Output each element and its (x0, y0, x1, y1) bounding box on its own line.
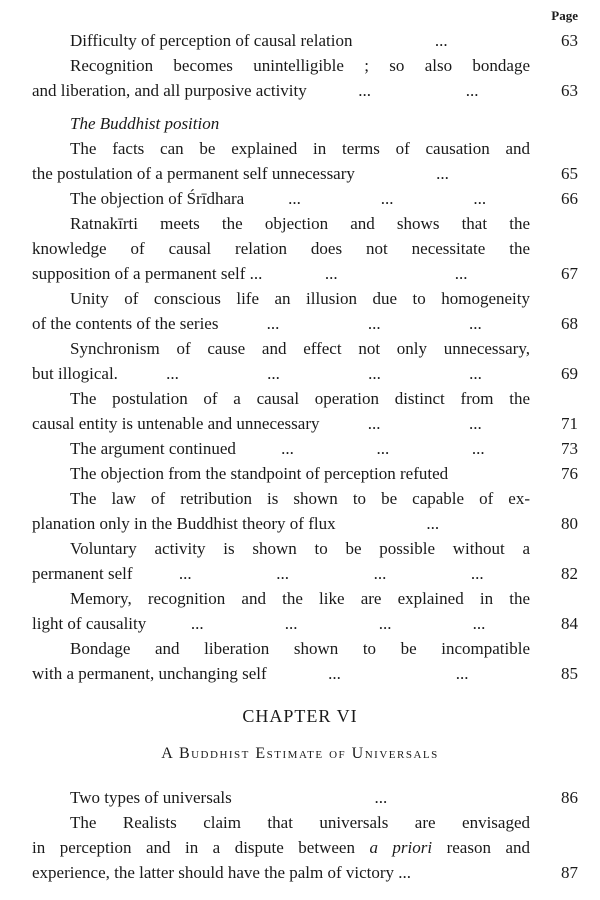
toc-entry (32, 785, 578, 810)
toc-entry (32, 636, 578, 686)
leader-dot-group: ... (276, 564, 289, 583)
leader-dot-group: ... (468, 414, 482, 433)
toc-entry (32, 53, 578, 103)
leader-dots (352, 28, 530, 53)
entry-text-line: Unity of conscious life an illusion due to homogeneity (70, 289, 530, 308)
entry-text-line: but illogical. (32, 364, 118, 383)
page-number: 71 (561, 414, 578, 433)
leader-dot-group: ... (374, 788, 388, 807)
entry-text-line: planation only in the Buddhist theory of flux (32, 514, 336, 533)
leader-dots (319, 411, 530, 436)
leader-dots (232, 785, 530, 810)
page-number: 69 (561, 364, 578, 383)
leader-dot-group: ... (373, 564, 387, 583)
leader-dot-group: ... (328, 664, 341, 683)
page-number: 76 (561, 464, 578, 483)
leader-dot-group: ... (380, 189, 394, 208)
leader-dot-group: ... (367, 414, 381, 433)
toc-entry (32, 286, 578, 336)
leader-dots (307, 78, 530, 103)
leader-dot-group: ... (455, 664, 469, 683)
entry-text-line: causal entity is untenable and unnecessary (32, 414, 320, 433)
leader-dots (267, 661, 530, 686)
toc-entry (32, 586, 578, 636)
page-number: 80 (561, 514, 578, 533)
page-column-label: Page (551, 8, 578, 23)
leader-dot-group: ... (470, 564, 484, 583)
entry-text-line: Two types of universals (70, 788, 232, 807)
leader-dot-group: ... (434, 31, 448, 50)
leader-dot-group: ... (178, 564, 192, 583)
leader-dot-group: ... (469, 314, 482, 333)
page-number: 63 (561, 81, 578, 100)
entry-text-line: in perception and in a dispute between a priori reason and (32, 838, 530, 857)
leader-dot-group: ... (166, 364, 179, 383)
page-number: 68 (561, 314, 578, 333)
entry-text-line: The Realists claim that universals are envisaged (70, 813, 530, 832)
leader-dot-group: ... (288, 189, 301, 208)
page-number: 66 (561, 189, 578, 208)
page-number: 85 (561, 664, 578, 683)
leader-dots (118, 361, 530, 386)
leader-dots (262, 261, 530, 286)
leader-dot-group: ... (469, 364, 482, 383)
entry-text-line: Synchronism of cause and effect not only unnecessary, (70, 339, 530, 358)
entry-text-line: The objection of Śrīdhara (70, 189, 245, 208)
leader-dot-group: ... (367, 314, 381, 333)
toc-entry (32, 461, 578, 486)
entry-text-line: supposition of a permanent self ... (32, 264, 263, 283)
toc-entries-top (32, 28, 578, 686)
leader-dots (146, 611, 530, 636)
leader-dots (218, 311, 530, 336)
leader-dot-group: ... (454, 264, 468, 283)
page-number: 82 (561, 564, 578, 583)
page-number: 73 (561, 439, 578, 458)
leader-dot-group: ... (472, 614, 486, 633)
section-heading: The Buddhist position (70, 114, 220, 133)
toc-entry (32, 386, 578, 436)
entry-text-line: The objection from the standpoint of perception refuted (70, 464, 449, 483)
leader-dot-group: ... (190, 614, 204, 633)
toc-entry (32, 536, 578, 586)
leader-dot-group: ... (267, 364, 280, 383)
entry-text-line: experience, the latter should have the palm of victory ... (32, 863, 412, 882)
entry-text-line: with a permanent, unchanging self (32, 664, 267, 683)
toc-entry (32, 436, 578, 461)
italic-term: a priori (369, 838, 433, 857)
page-number: 87 (561, 863, 578, 882)
leader-dot-group: ... (324, 264, 338, 283)
toc-entry (32, 810, 578, 885)
leader-dot-group: ... (368, 364, 381, 383)
entry-text-line: Voluntary activity is shown to be possible without a (70, 539, 530, 558)
entry-text-line: light of causality (32, 614, 147, 633)
page-number: 65 (561, 164, 578, 183)
leader-dots (133, 561, 530, 586)
entry-text-line: and liberation, and all purposive activity (32, 81, 307, 100)
page-number: 84 (561, 614, 578, 633)
toc-entry (32, 136, 578, 186)
toc-entry (32, 28, 578, 53)
page-number: 67 (561, 264, 578, 283)
entry-text-line: The postulation of a causal operation distinct from the (70, 389, 530, 408)
entry-text-line: knowledge of causal relation does not necessitate the (32, 239, 530, 258)
entry-text-line: Bondage and liberation shown to be incompatible (70, 639, 530, 658)
leader-dots (336, 511, 530, 536)
toc-entry (32, 486, 578, 536)
leader-dot-group: ... (378, 614, 392, 633)
page-number: 63 (561, 31, 578, 50)
leader-dot-group: ... (266, 314, 280, 333)
leader-dot-group: ... (473, 189, 487, 208)
entry-text-line: Recognition becomes unintelligible ; so also bondage (70, 56, 530, 75)
toc-entry (32, 186, 578, 211)
toc-entries-bottom (32, 785, 578, 885)
entry-text-line: of the contents of the series (32, 314, 219, 333)
entry-text-line: Memory, recognition and the like are explained in the (70, 589, 530, 608)
leader-dot-group: ... (358, 81, 371, 100)
entry-text-line: the postulation of a permanent self unnecessary (32, 164, 355, 183)
entry-text-line: Ratnakīrti meets the objection and shows that the (70, 214, 530, 233)
leader-dot-group: ... (426, 514, 440, 533)
chapter-title: CHAPTER VI (242, 706, 358, 726)
entry-text-line: permanent self (32, 564, 133, 583)
leader-dot-group: ... (284, 614, 298, 633)
leader-dots (244, 186, 530, 211)
toc-entry (32, 211, 578, 286)
leader-dot-group: ... (376, 439, 390, 458)
leader-dot-group: ... (465, 81, 479, 100)
chapter-subtitle: A Buddhist Estimate of Universals (161, 745, 439, 762)
entry-text-line: Difficulty of perception of causal relation (70, 31, 353, 50)
entry-text-line: The law of retribution is shown to be capable of ex- (70, 489, 530, 508)
page-number: 86 (561, 788, 578, 807)
leader-dot-group: ... (281, 439, 294, 458)
leader-dot-group: ... (471, 439, 485, 458)
leader-dots (355, 161, 530, 186)
entry-text-line: The facts can be explained in terms of causation and (70, 139, 530, 158)
leader-dots (236, 436, 530, 461)
entry-text-line: The argument continued (70, 439, 236, 458)
leader-dot-group: ... (436, 164, 449, 183)
toc-entry (32, 336, 578, 386)
